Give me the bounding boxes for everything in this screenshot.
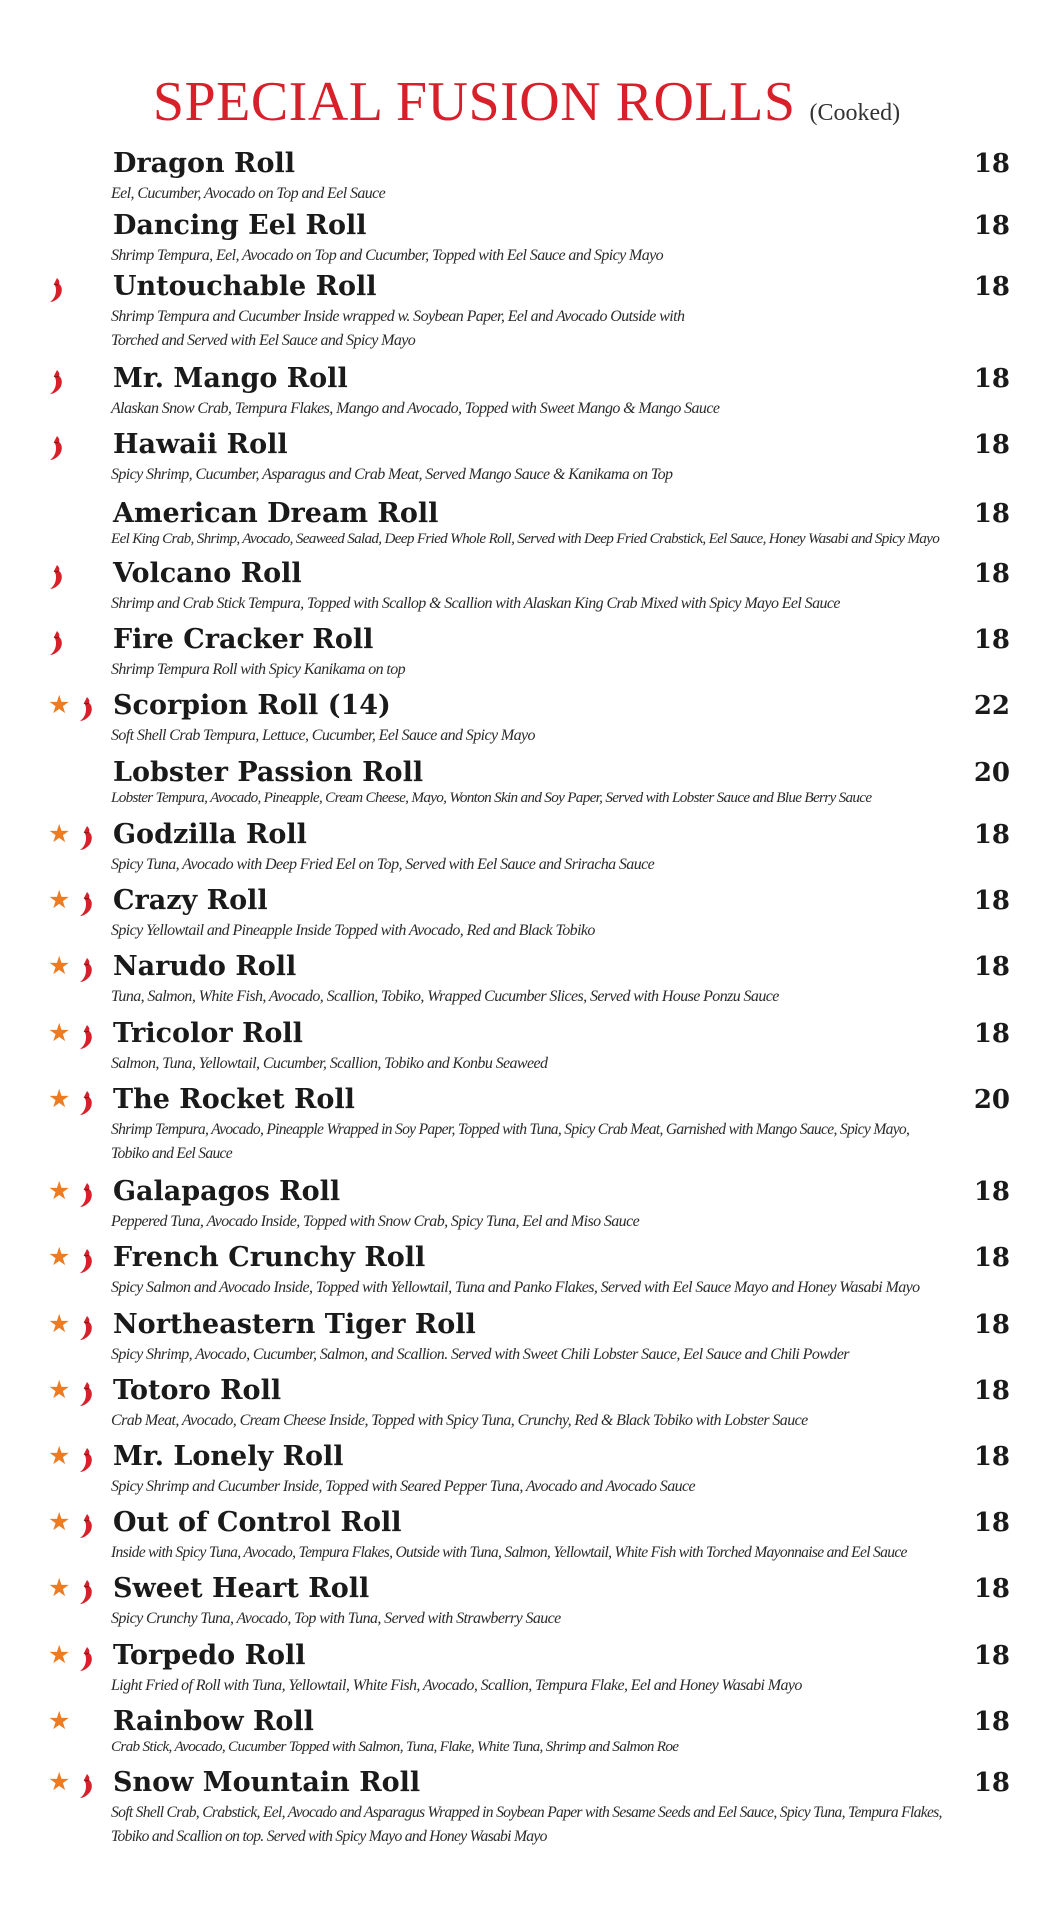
item-name: Dragon Roll (113, 148, 296, 179)
item-name: Galapagos Roll (113, 1176, 341, 1207)
item-description (111, 1210, 1011, 1234)
item-price: 18 (973, 499, 1010, 529)
chili-pepper-icon (78, 891, 94, 917)
item-icons (48, 1377, 108, 1407)
item-price: 18 (973, 1768, 1010, 1798)
item-price: 18 (973, 149, 1010, 179)
item-icons (48, 273, 108, 303)
item-price: 22 (973, 691, 1010, 721)
chili-pepper-icon (78, 1646, 94, 1672)
item-icons (48, 1708, 108, 1738)
item-description (111, 985, 1011, 1009)
item-name: American Dream Roll (113, 498, 439, 529)
item-icons (48, 150, 108, 180)
item-price: 18 (973, 820, 1010, 850)
item-description (111, 244, 1011, 268)
item-name: Tricolor Roll (113, 1018, 303, 1049)
menu-subtitle: (Cooked) (809, 100, 901, 126)
star-icon: ★ (48, 1706, 71, 1735)
item-description (111, 724, 1011, 748)
star-icon: ★ (48, 1309, 71, 1338)
item-description (111, 397, 1011, 421)
star-icon: ★ (48, 1018, 71, 1047)
item-price: 18 (973, 886, 1010, 916)
chili-pepper-icon (78, 1447, 94, 1473)
item-icons (48, 759, 108, 789)
item-icons (48, 500, 108, 530)
item-description-line: Spicy Shrimp, Cucumber, Asparagus and Crab Meat, Served Mango Sauce & Kanikama on Top (111, 466, 673, 483)
item-name: The Rocket Roll (113, 1084, 355, 1115)
item-icons (48, 365, 108, 395)
star-icon: ★ (48, 1441, 71, 1470)
star-icon: ★ (48, 1375, 71, 1404)
item-icons (48, 1769, 108, 1799)
star-icon: ★ (48, 1767, 71, 1796)
item-description-line: Tuna, Salmon, White Fish, Avocado, Scallion, Tobiko, Wrapped Cucumber Slices, Served with House Ponzu Sauce (111, 988, 779, 1005)
item-price: 18 (973, 1376, 1010, 1406)
chili-pepper-icon (78, 825, 94, 851)
item-name: Lobster Passion Roll (113, 757, 424, 788)
item-price: 18 (973, 559, 1010, 589)
item-name: Rainbow Roll (113, 1706, 314, 1737)
item-price: 18 (973, 1574, 1010, 1604)
item-icons (48, 1642, 108, 1672)
star-icon: ★ (48, 819, 71, 848)
item-description-line: Eel, Cucumber, Avocado on Top and Eel Sauce (111, 185, 386, 202)
item-description (111, 1475, 1011, 1499)
item-price: 18 (973, 625, 1010, 655)
item-price: 18 (973, 1243, 1010, 1273)
item-name: Godzilla Roll (113, 819, 307, 850)
chili-pepper-icon (78, 1773, 94, 1799)
item-description-line: Spicy Salmon and Avocado Inside, Topped with Yellowtail, Tuna and Panko Flakes, Served with Eel Sauce Mayo and Honey Wasabi Mayo (111, 1279, 920, 1296)
item-description (111, 1735, 1011, 1759)
star-icon: ★ (48, 1176, 71, 1205)
item-price: 18 (973, 1707, 1010, 1737)
chili-pepper-icon (78, 1315, 94, 1341)
item-icons (48, 1244, 108, 1274)
chili-pepper-icon (78, 1513, 94, 1539)
item-description (111, 1801, 1011, 1849)
item-price: 18 (973, 1442, 1010, 1472)
item-description-line: Shrimp Tempura, Avocado, Pineapple Wrapped in Soy Paper, Topped with Tuna, Spicy Crab Meat, Garnished with Mango Sauce, Spicy Mayo, (111, 1121, 910, 1138)
item-name: Fire Cracker Roll (113, 624, 374, 655)
item-description-line: Crab Stick, Avocado, Cucumber Topped with Salmon, Tuna, Flake, White Tuna, Shrimp and Salmon Roe (111, 1738, 679, 1755)
chili-pepper-icon (78, 1381, 94, 1407)
item-name: Volcano Roll (113, 558, 302, 589)
item-description (111, 1052, 1011, 1076)
item-name: Northeastern Tiger Roll (113, 1309, 476, 1340)
item-description-line: Soft Shell Crab Tempura, Lettuce, Cucumber, Eel Sauce and Spicy Mayo (111, 727, 535, 744)
chili-pepper-icon (48, 564, 64, 590)
item-description-line: Alaskan Snow Crab, Tempura Flakes, Mango and Avocado, Topped with Sweet Mango & Mango Sauce (111, 400, 720, 417)
item-name: Hawaii Roll (113, 429, 288, 460)
item-name: Totoro Roll (113, 1375, 282, 1406)
item-price: 18 (973, 1641, 1010, 1671)
chili-pepper-icon (78, 1090, 94, 1116)
item-price: 18 (973, 1177, 1010, 1207)
item-name: Out of Control Roll (113, 1507, 402, 1538)
chili-pepper-icon (78, 1579, 94, 1605)
item-price: 18 (973, 364, 1010, 394)
item-description-line: Lobster Tempura, Avocado, Pineapple, Cream Cheese, Mayo, Wonton Skin and Soy Paper, Served with Lobster Sauce and Blue Berry Sauce (111, 789, 872, 806)
item-icons (48, 212, 108, 242)
item-description (111, 786, 1011, 810)
item-name: Sweet Heart Roll (113, 1573, 370, 1604)
item-icons (48, 1443, 108, 1473)
item-name: Narudo Roll (113, 951, 297, 982)
item-description-line: Shrimp and Crab Stick Tempura, Topped with Scallop & Scallion with Alaskan King Crab Mixed with Spicy Mayo Eel Sauce (111, 595, 840, 612)
item-description (111, 1409, 1011, 1433)
item-description (111, 919, 1011, 943)
item-description (111, 853, 1011, 877)
item-price: 20 (973, 758, 1010, 788)
star-icon: ★ (48, 1084, 71, 1113)
item-description-line: Spicy Crunchy Tuna, Avocado, Top with Tuna, Served with Strawberry Sauce (111, 1610, 561, 1627)
chili-pepper-icon (78, 1182, 94, 1208)
menu-title: SPECIAL FUSION ROLLS (152, 71, 796, 133)
chili-pepper-icon (48, 435, 64, 461)
item-price: 18 (973, 272, 1010, 302)
item-description-line: Shrimp Tempura, Eel, Avocado on Top and Cucumber, Topped with Eel Sauce and Spicy Mayo (111, 247, 664, 264)
item-price: 18 (973, 430, 1010, 460)
item-description (111, 1118, 1011, 1166)
item-icons (48, 887, 108, 917)
item-description-line: Spicy Shrimp, Avocado, Cucumber, Salmon, and Scallion. Served with Sweet Chili Lobster Sauce, Eel Sauce and Chili Powder (111, 1346, 849, 1363)
item-description (111, 1674, 1011, 1698)
item-description-line: Salmon, Tuna, Yellowtail, Cucumber, Scallion, Tobiko and Konbu Seaweed (111, 1055, 548, 1072)
item-name: Torpedo Roll (113, 1640, 306, 1671)
item-description-line: Crab Meat, Avocado, Cream Cheese Inside, Topped with Spicy Tuna, Crunchy, Red & Black Tobiko with Lobster Sauce (111, 1412, 808, 1429)
star-icon: ★ (48, 690, 71, 719)
chili-pepper-icon (48, 369, 64, 395)
item-icons (48, 1311, 108, 1341)
chili-pepper-icon (78, 1248, 94, 1274)
item-description-line: Inside with Spicy Tuna, Avocado, Tempura Flakes, Outside with Tuna, Salmon, Yellowtail, White Fish with Torched Mayonnaise and Eel Sauce (111, 1544, 907, 1561)
item-description-line: Light Fried of Roll with Tuna, Yellowtail, White Fish, Avocado, Scallion, Tempura Flake, Eel and Honey Wasabi Mayo (111, 1677, 802, 1694)
star-icon: ★ (48, 1242, 71, 1271)
item-name: Snow Mountain Roll (113, 1767, 421, 1798)
item-icons (48, 431, 108, 461)
item-icons (48, 1086, 108, 1116)
chili-pepper-icon (78, 957, 94, 983)
item-name: Dancing Eel Roll (113, 210, 367, 241)
chili-pepper-icon (48, 630, 64, 656)
item-price: 20 (973, 1085, 1010, 1115)
item-name: French Crunchy Roll (113, 1242, 426, 1273)
item-price: 18 (973, 1508, 1010, 1538)
item-icons (48, 1509, 108, 1539)
star-icon: ★ (48, 1507, 71, 1536)
item-description-line: Torched and Served with Eel Sauce and Spicy Mayo (111, 332, 416, 349)
item-description (111, 1541, 1011, 1565)
item-description-line: Spicy Shrimp and Cucumber Inside, Topped with Seared Pepper Tuna, Avocado and Avocado Sauce (111, 1478, 695, 1495)
item-icons (48, 560, 108, 590)
item-description-line: Shrimp Tempura and Cucumber Inside wrapped w. Soybean Paper, Eel and Avocado Outside with (111, 308, 685, 325)
item-description (111, 1276, 1011, 1300)
item-description (111, 1607, 1011, 1631)
item-name: Crazy Roll (113, 885, 268, 916)
item-description (111, 527, 1011, 551)
item-name: Scorpion Roll (14) (113, 690, 391, 721)
item-name: Untouchable Roll (113, 271, 377, 302)
item-description-line: Spicy Yellowtail and Pineapple Inside Topped with Avocado, Red and Black Tobiko (111, 922, 595, 939)
chili-pepper-icon (78, 1024, 94, 1050)
item-name: Mr. Mango Roll (113, 363, 348, 394)
chili-pepper-icon (48, 277, 64, 303)
item-description-line: Spicy Tuna, Avocado with Deep Fried Eel on Top, Served with Eel Sauce and Sriracha Sauce (111, 856, 655, 873)
item-icons (48, 1575, 108, 1605)
item-description-line: Tobiko and Scallion on top. Served with Spicy Mayo and Honey Wasabi Mayo (111, 1828, 547, 1845)
item-price: 18 (973, 952, 1010, 982)
item-icons (48, 953, 108, 983)
chili-pepper-icon (78, 696, 94, 722)
menu-header (0, 70, 1053, 134)
item-icons (48, 626, 108, 656)
item-description-line: Soft Shell Crab, Crabstick, Eel, Avocado and Asparagus Wrapped in Soybean Paper with Sesame Seeds and Eel Sauce, Spicy Tuna, Tempura Flakes, (111, 1804, 942, 1821)
item-icons (48, 692, 108, 722)
item-description-line: Eel King Crab, Shrimp, Avocado, Seaweed Salad, Deep Fried Whole Roll, Served with Deep Fried Crabstick, Eel Sauce, Honey Wasabi and Spicy Mayo (111, 530, 940, 547)
item-description (111, 463, 1011, 487)
item-description-line: Shrimp Tempura Roll with Spicy Kanikama on top (111, 661, 406, 678)
item-icons (48, 1178, 108, 1208)
star-icon: ★ (48, 1573, 71, 1602)
item-price: 18 (973, 1019, 1010, 1049)
item-name: Mr. Lonely Roll (113, 1441, 344, 1472)
star-icon: ★ (48, 885, 71, 914)
item-description (111, 305, 1011, 353)
item-icons (48, 821, 108, 851)
star-icon: ★ (48, 951, 71, 980)
item-description-line: Tobiko and Eel Sauce (111, 1145, 232, 1162)
item-description (111, 592, 1011, 616)
item-icons (48, 1020, 108, 1050)
item-description (111, 1343, 1011, 1367)
item-price: 18 (973, 211, 1010, 241)
item-price: 18 (973, 1310, 1010, 1340)
item-description (111, 658, 1011, 682)
item-description (111, 182, 1011, 206)
star-icon: ★ (48, 1640, 71, 1669)
item-description-line: Peppered Tuna, Avocado Inside, Topped with Snow Crab, Spicy Tuna, Eel and Miso Sauce (111, 1213, 640, 1230)
